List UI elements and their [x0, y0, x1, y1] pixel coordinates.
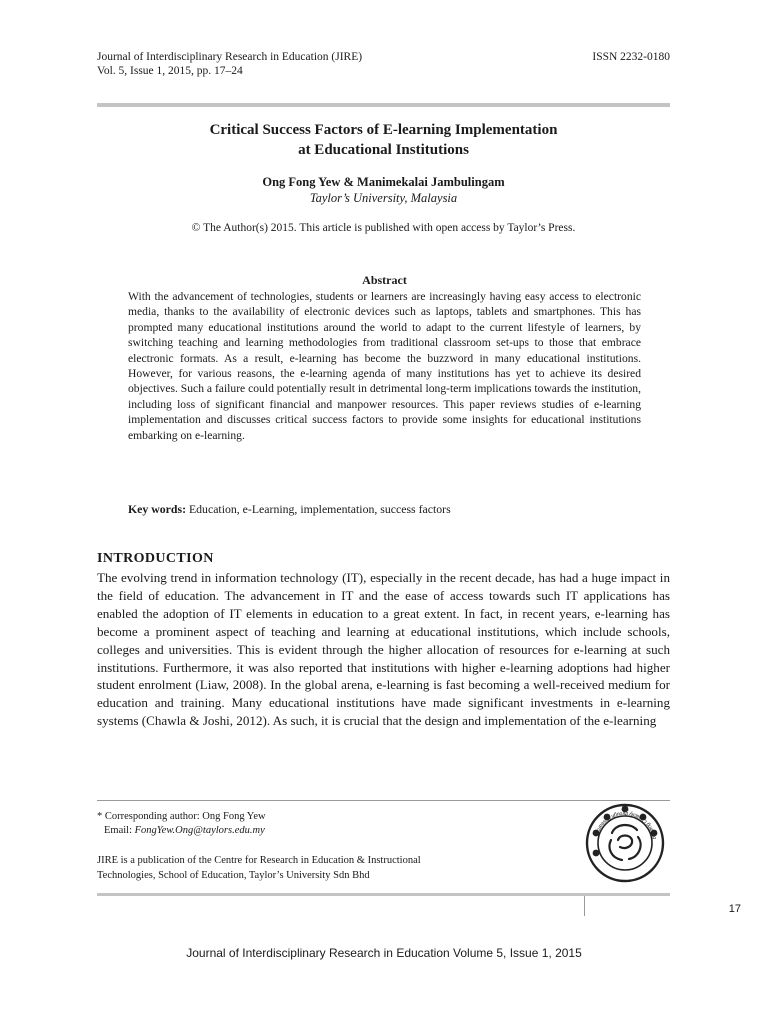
article-title [97, 120, 670, 160]
copyright-notice: © The Author(s) 2015. This article is published with open access by Taylor’s Press. [191, 222, 576, 234]
journal-header [97, 50, 362, 78]
abstract-text: With the advancement of technologies, students or learners are increasingly having easy access to electronic media, thanks to the availability of electronic devices such as laptops, tablets and smartphones. This has prompted many educational institutions around the world to adapt to the current lifestyle of learners, by switching teaching and learning methodologies from traditional classroom set-ups to those that embrace electronic formats. As a result, e-learning has become the buzzword in many educational institutions. However, for various reasons, the e-learning agenda of many institutions has yet to achieve its desired objectives. Such a failure could potentially result in detrimental long-term implications towards the institution, including loss of significant financial and manpower resources. This paper reviews studies of e-learning implementation and discusses critical success factors to provide some insights for educational institutions embarking on e-learning. [128, 290, 641, 442]
page-number-box [584, 896, 671, 916]
title-line-2: at Educational Institutions [298, 142, 469, 158]
header-divider [97, 103, 670, 107]
corresponding-author: * Corresponding author: Ong Fong Yew [97, 811, 266, 822]
abstract-heading: Abstract [362, 273, 407, 287]
section-heading-introduction: INTRODUCTION [97, 551, 214, 566]
journal-name: Journal of Interdisciplinary Research in Education (JIRE) [97, 51, 363, 63]
keywords [128, 502, 641, 517]
affiliation: Taylor’s University, Malaysia [309, 191, 458, 205]
publisher-line-1: JIRE is a publication of the Centre for Research in Education & Instructional [97, 855, 421, 866]
title-line-1: Critical Success Factors of E-learning Implementation [209, 122, 558, 138]
page-number: 17 [728, 903, 741, 915]
logo-ring-text: Building Capacity through Research [593, 809, 658, 840]
email-address[interactable]: FongYew.Ong@taylors.edu.my [134, 825, 265, 836]
author-email [104, 824, 265, 838]
issn: ISSN 2232-0180 [592, 51, 670, 63]
introduction-text: The evolving trend in information technology (IT), especially in the recent decade, has had a huge impact in the field of education. The advancement in IT and the ease of access towards such IT applications has enabled the adoption of IT elements in education to a great extent. In fact, in recent years, e-learning has become a prominent aspect of teaching and learning at educational institutions, which include schools, colleges and universities. This is evident through the higher allocation of resources for e-learning at such institutions. Furthermore, it was also reported that institutions with higher e-learning adoptions had higher student enrolment (Liaw, 2008). In the global arena, e-learning is fast becoming a well-received medium for education and training. Many educational institutions have made significant investments in e-learning systems (Chawla & Joshi, 2012). As such, it is crucial that the design and implementation of the e-learning [97, 570, 670, 729]
research-centre-logo-icon [582, 800, 668, 886]
email-label: Email: [104, 825, 132, 836]
publisher-note [97, 853, 517, 883]
footer-journal-info: Journal of Interdisciplinary Research in Education Volume 5, Issue 1, 2015 [186, 946, 582, 960]
volume-info: Vol. 5, Issue 1, 2015, pp. 17–24 [97, 65, 243, 77]
keywords-text: Education, e-Learning, implementation, success factors [188, 502, 451, 516]
authors: Ong Fong Yew & Manimekalai Jambulingam [262, 175, 505, 189]
keywords-label: Key words: [128, 502, 186, 516]
publisher-line-2: Technologies, School of Education, Taylor’s University Sdn Bhd [97, 870, 370, 881]
